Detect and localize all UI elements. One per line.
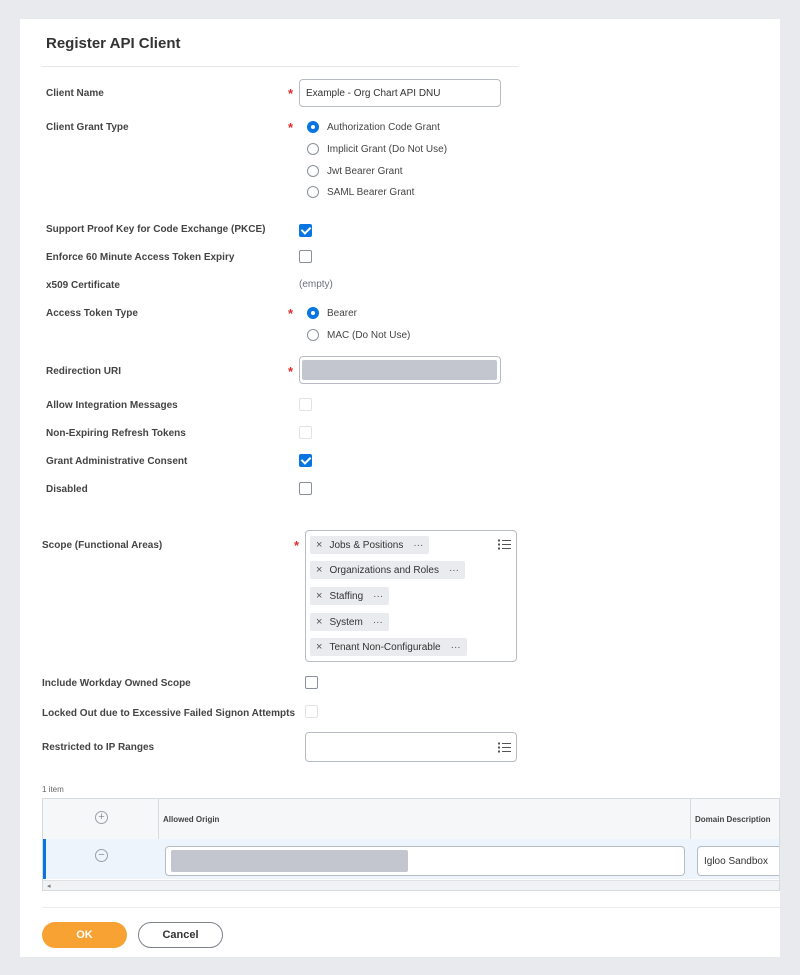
horizontal-scrollbar[interactable] bbox=[43, 880, 779, 891]
more-icon[interactable]: ··· bbox=[448, 564, 459, 576]
radio-selected-icon[interactable] bbox=[307, 121, 319, 133]
scope-pill[interactable] bbox=[310, 613, 389, 631]
grid-header bbox=[43, 799, 779, 840]
ip-ranges-label: Restricted to IP Ranges bbox=[42, 742, 155, 753]
grant-option-saml[interactable] bbox=[307, 186, 414, 198]
redacted-value bbox=[302, 360, 497, 380]
add-row-icon[interactable]: + bbox=[95, 811, 108, 824]
scope-pill-label: System bbox=[329, 616, 363, 628]
token-expiry-label: Enforce 60 Minute Access Token Expiry bbox=[46, 252, 235, 263]
grant-option-label: Authorization Code Grant bbox=[327, 121, 440, 133]
more-icon[interactable]: ··· bbox=[450, 641, 461, 653]
more-icon[interactable]: ··· bbox=[373, 590, 384, 602]
remove-icon[interactable]: × bbox=[316, 616, 323, 628]
domain-description-input[interactable]: Igloo Sandbox bbox=[697, 846, 780, 876]
scope-pill-label: Organizations and Roles bbox=[329, 564, 439, 576]
pkce-label: Support Proof Key for Code Exchange (PKCE) bbox=[46, 224, 266, 235]
list-icon[interactable] bbox=[498, 539, 511, 550]
scope-pill-label: Jobs & Positions bbox=[329, 539, 404, 551]
admin-consent-label: Grant Administrative Consent bbox=[46, 456, 188, 467]
x509-label: x509 Certificate bbox=[46, 280, 120, 291]
grant-type-label: Client Grant Type bbox=[46, 122, 129, 133]
remove-icon[interactable]: × bbox=[316, 590, 323, 602]
required-marker: * bbox=[288, 120, 294, 135]
locked-out-label: Locked Out due to Excessive Failed Signon Attempts bbox=[42, 708, 296, 719]
remove-row-icon[interactable]: − bbox=[95, 849, 108, 862]
token-expiry-checkbox[interactable] bbox=[299, 250, 312, 263]
allow-integration-label: Allow Integration Messages bbox=[46, 400, 178, 411]
redacted-value bbox=[171, 850, 408, 872]
grant-option-implicit[interactable] bbox=[307, 143, 447, 155]
non-expiring-checkbox bbox=[299, 426, 312, 439]
access-token-type-label: Access Token Type bbox=[46, 308, 138, 319]
list-icon[interactable] bbox=[498, 742, 511, 753]
scope-pill[interactable] bbox=[310, 536, 429, 554]
radio-selected-icon[interactable] bbox=[307, 307, 319, 319]
pkce-checkbox[interactable] bbox=[299, 224, 312, 237]
row-selected-indicator bbox=[43, 839, 46, 879]
remove-icon[interactable]: × bbox=[316, 539, 323, 551]
scope-pill[interactable] bbox=[310, 638, 467, 656]
token-type-label: Bearer bbox=[327, 307, 358, 319]
grant-option-label: SAML Bearer Grant bbox=[327, 186, 415, 198]
column-divider bbox=[690, 799, 691, 839]
scope-pill[interactable] bbox=[310, 587, 389, 605]
remove-icon[interactable]: × bbox=[316, 564, 323, 576]
more-icon[interactable]: ··· bbox=[413, 539, 424, 551]
cancel-button[interactable]: Cancel bbox=[138, 922, 223, 948]
column-header-domain-description: Domain Description bbox=[695, 815, 771, 824]
required-marker: * bbox=[288, 364, 294, 379]
workday-scope-checkbox[interactable] bbox=[305, 676, 318, 689]
allowed-origin-input[interactable] bbox=[165, 846, 685, 876]
scope-pill[interactable] bbox=[310, 561, 465, 579]
footer-divider bbox=[42, 907, 780, 908]
workday-scope-label: Include Workday Owned Scope bbox=[42, 678, 191, 689]
more-icon[interactable]: ··· bbox=[372, 616, 383, 628]
scope-pill-label: Tenant Non-Configurable bbox=[329, 641, 441, 653]
client-name-label: Client Name bbox=[46, 88, 104, 99]
client-name-input[interactable]: Example - Org Chart API DNU bbox=[299, 79, 501, 107]
required-marker: * bbox=[294, 538, 300, 553]
non-expiring-label: Non-Expiring Refresh Tokens bbox=[46, 428, 186, 439]
scope-label: Scope (Functional Areas) bbox=[42, 540, 163, 551]
scope-multiselect[interactable] bbox=[305, 530, 517, 662]
ip-ranges-multiselect[interactable] bbox=[305, 732, 517, 762]
redirection-uri-label: Redirection URI bbox=[46, 366, 122, 377]
redirection-uri-input[interactable] bbox=[299, 356, 501, 384]
item-count: 1 item bbox=[42, 785, 64, 794]
grant-option-authorization-code[interactable] bbox=[307, 121, 440, 133]
allowed-origins-grid bbox=[42, 798, 780, 891]
token-type-bearer[interactable] bbox=[307, 307, 357, 319]
grant-option-jwt[interactable] bbox=[307, 165, 403, 177]
disabled-checkbox[interactable] bbox=[299, 482, 312, 495]
title-divider bbox=[42, 66, 518, 67]
token-type-label: MAC (Do Not Use) bbox=[327, 329, 411, 341]
radio-icon[interactable] bbox=[307, 143, 319, 155]
disabled-label: Disabled bbox=[46, 484, 88, 495]
required-marker: * bbox=[288, 86, 294, 101]
radio-icon[interactable] bbox=[307, 329, 319, 341]
required-marker: * bbox=[288, 306, 294, 321]
admin-consent-checkbox[interactable] bbox=[299, 454, 312, 467]
column-header-allowed-origin: Allowed Origin bbox=[163, 815, 220, 824]
remove-icon[interactable]: × bbox=[316, 641, 323, 653]
allow-integration-checkbox bbox=[299, 398, 312, 411]
page-title: Register API Client bbox=[46, 35, 181, 52]
grant-option-label: Jwt Bearer Grant bbox=[327, 165, 403, 177]
x509-value: (empty) bbox=[299, 279, 333, 290]
ok-button[interactable]: OK bbox=[42, 922, 127, 948]
locked-out-checkbox bbox=[305, 705, 318, 718]
token-type-mac[interactable] bbox=[307, 329, 410, 341]
grant-option-label: Implicit Grant (Do Not Use) bbox=[327, 143, 448, 155]
radio-icon[interactable] bbox=[307, 165, 319, 177]
scope-pill-label: Staffing bbox=[329, 590, 364, 602]
radio-icon[interactable] bbox=[307, 186, 319, 198]
scroll-left-icon[interactable]: ◂ bbox=[47, 883, 51, 890]
